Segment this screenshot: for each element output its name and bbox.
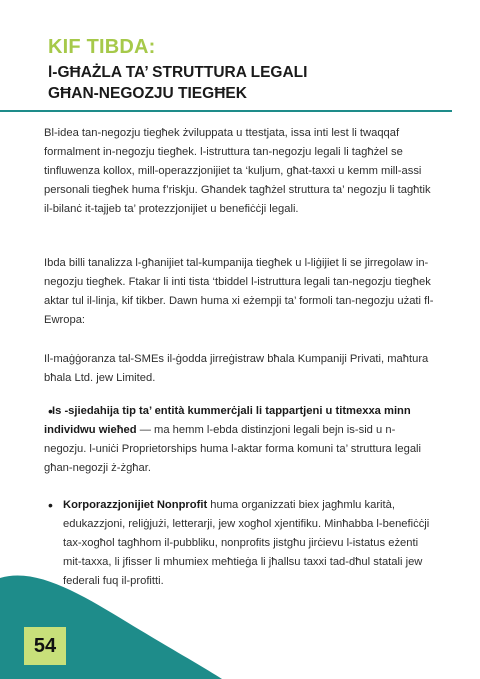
bullet-lead: Is -sjiedahija tip ta’ entità kummerċjali li tappartjeni u titmexxa minn individwu wieħed [44, 405, 411, 436]
paragraph-smes: Il-maġġoranza tal-SMEs il-ġodda jirreġistraw bħala Kumpaniji Privati, maħtura bħala Ltd. jew Limited. [44, 353, 429, 384]
bullet-text: — ma hemm l-ebda distinzjoni legali bejn is-sid u n-negozju. l-uniċi Proprietorships huma l-aktar forma komuni ta’ struttura legali għan-negozji ż-żgħar. [44, 424, 422, 474]
header-divider [0, 110, 452, 112]
bullet-icon: • [48, 497, 53, 513]
bullet-item-sole-proprietorship [44, 402, 436, 478]
paragraph-goals: Ibda billi tanalizza l-għanijiet tal-kumpanija tiegħek u l-liġijiet li se jirregolaw in-negozju tiegħek. Ftakar li inti tista ‘tbiddel l-istruttura legali tan-negozju tiegħek aktar tul il-linja, kif tikber. Dawn huma xi eżempji ta’ formoli tan-negozju użati fl-Ewropa: [44, 257, 434, 326]
bullet-text: huma organizzati biex jagħmlu karità, edukazzjoni, reliġjużi, letterarji, jew xogħol xjentifiku. Minħabba l-benefiċċji tax-xogħol tagħhom il-pubbliku, nonprofits jistgħu jirċievu l-istatus eżenti mit-taxxa, li jfisser li mhumiex meħtieġa li jħallsu taxxi tad-dħul statali jew federali fuq il-profitti. [63, 499, 430, 587]
bullet-lead: Korporazzjonijiet Nonprofit [63, 499, 208, 511]
page-number: 54 [24, 627, 66, 665]
section-kicker: KIF TIBDA: [48, 36, 156, 58]
paragraph-intro: Bl-idea tan-negozju tiegħek żviluppata u ttestjata, issa inti lest li twaqqaf formalment in-negozju tiegħek. l-istruttura tan-negozju legali li tagħżel se tinfluwenza kollox, mill-operazzjonijiet ta ‘kuljum, għat-taxxi u kemm mill-assi personali tiegħek huma f’riskju. Għandek tagħżel struttura ta’ negozju li tagħtik il-bilanċ it-tajjeb ta’ protezzjonijiet u benefiċċji legali. [44, 127, 431, 215]
page-title-line-2: GĦAN-NEGOZJU TIEGĦEK [48, 85, 247, 102]
page-title-line-1: l-GĦAŻLA TA’ STRUTTURA LEGALI [48, 64, 308, 81]
bullet-icon: • [48, 403, 53, 419]
corner-decoration [0, 560, 480, 679]
page-title [48, 62, 448, 104]
